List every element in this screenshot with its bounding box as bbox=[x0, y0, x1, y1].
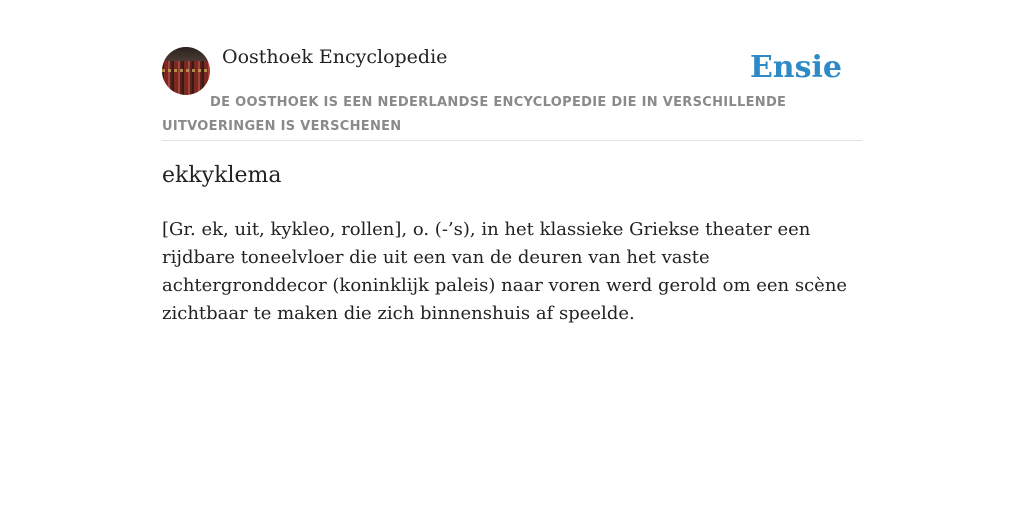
ensie-logo[interactable]: Ensie bbox=[749, 50, 842, 85]
article-body: [Gr. ek, uit, kykleo, rollen], o. (-’s), in het klassieke Griekse theater een rijdbare toneelvloer die uit een van de deuren van het vaste achtergronddecor (koninklijk paleis) naar voren werd gerold om een scène zichtbaar te maken die zich binnenshuis af speelde. bbox=[162, 219, 848, 324]
site-tagline: DE OOSTHOEK IS EEN NEDERLANDSE ENCYCLOPEDIE DIE IN VERSCHILLENDE UITVOERINGEN IS VERSCHENEN bbox=[162, 95, 787, 134]
site-header bbox=[162, 46, 862, 141]
site-name-link[interactable]: Oosthoek Encyclopedie bbox=[222, 46, 448, 68]
article-title: ekkyklema bbox=[162, 163, 282, 188]
encyclopedia-books-icon[interactable] bbox=[162, 47, 210, 95]
